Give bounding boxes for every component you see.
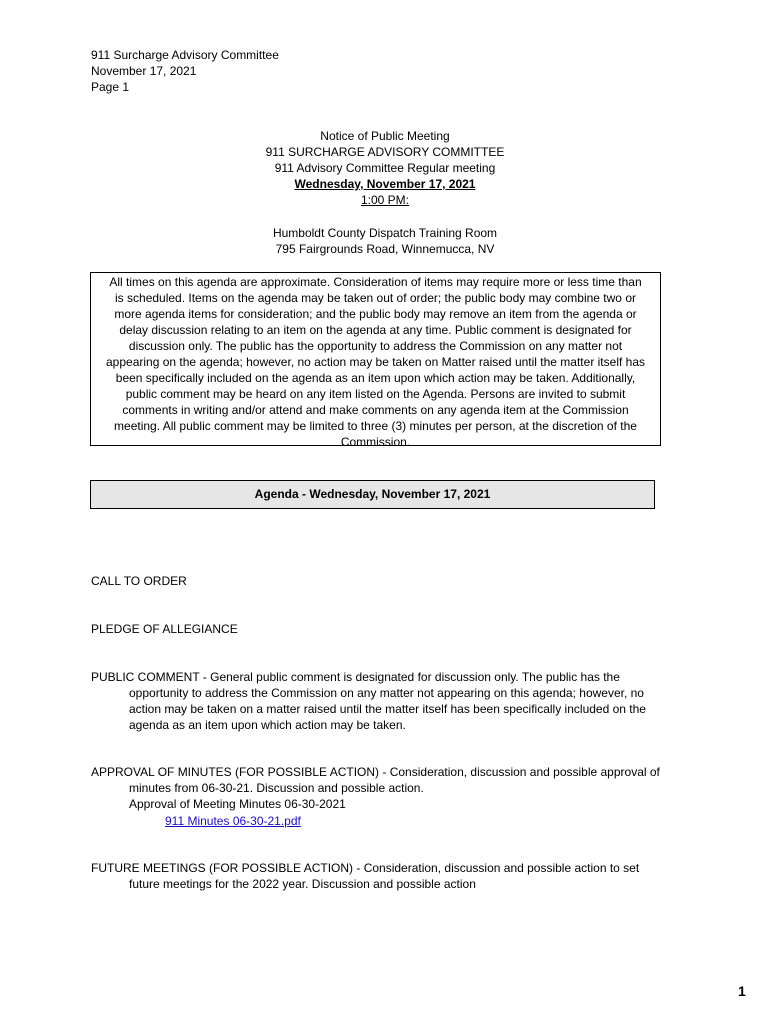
item-text: minutes from 06-30-21. Discussion and possible action.: [129, 781, 424, 795]
notice-block: [0, 128, 770, 208]
disclaimer-line: more agenda items for consideration; and the public body may remove an item from the agenda or: [114, 307, 637, 321]
meeting-type: 911 Advisory Committee Regular meeting: [274, 161, 496, 175]
header-committee: 911 Surcharge Advisory Committee: [91, 48, 279, 62]
disclaimer-line: All times on this agenda are approximate. Consideration of items may require more or less time than: [109, 275, 642, 289]
item-title: APPROVAL OF MINUTES (FOR POSSIBLE ACTION) - Consideration, discussion and possible approval of: [91, 765, 660, 779]
notice-line: Notice of Public Meeting: [320, 129, 450, 143]
agenda-item-public-comment: [91, 669, 681, 733]
page-number: 1: [738, 983, 746, 999]
item-text: opportunity to address the Commission on any matter not appearing on this agenda; however, no: [129, 686, 644, 700]
location-block: [0, 225, 770, 257]
disclaimer-line: discussion only. The public has the opportunity to address the Commission on any matter not: [128, 339, 623, 353]
agenda-title: Agenda - Wednesday, November 17, 2021: [90, 480, 655, 509]
item-title: PLEDGE OF ALLEGIANCE: [91, 622, 238, 636]
item-text: action may be taken on a matter raised until the matter itself has been specifically included on the: [129, 702, 646, 716]
committee-name: 911 SURCHARGE ADVISORY COMMITTEE: [265, 145, 505, 159]
location-address: 795 Fairgrounds Road, Winnemucca, NV: [275, 242, 495, 256]
disclaimer-box: [90, 272, 661, 449]
disclaimer-line: delay discussion relating to an item on the agenda at any time. Public comment is designated for: [119, 323, 632, 337]
disclaimer-line: is scheduled. Items on the agenda may be taken out of order; the public body may combine two or: [115, 291, 636, 305]
disclaimer-line: comments in writing and/or attend and make comments on any agenda item at the Commission: [122, 403, 629, 417]
item-title: FUTURE MEETINGS (FOR POSSIBLE ACTION) - Consideration, discussion and possible action to set: [91, 861, 640, 875]
agenda-item-call-to-order: [91, 573, 681, 589]
header-date: November 17, 2021: [91, 64, 197, 78]
agenda-item-future-meetings: [91, 860, 681, 892]
disclaimer-line: Commission.: [340, 435, 411, 449]
location-room: Humboldt County Dispatch Training Room: [272, 226, 498, 240]
disclaimer-line: been specifically included on the agenda as an item upon which action may be taken. Additionally,: [115, 371, 636, 385]
item-text: agenda as an item upon which action may be taken.: [129, 718, 406, 732]
item-text: future meetings for the 2022 year. Discussion and possible action: [129, 877, 476, 891]
item-title: PUBLIC COMMENT - General public comment is designated for discussion only. The public has the: [91, 670, 620, 684]
disclaimer-line: appearing on the agenda; however, no action may be taken on Matter raised until the matter itself has: [106, 355, 645, 369]
minutes-attachment-link[interactable]: 911 Minutes 06-30-21.pdf: [165, 814, 301, 828]
header-page: Page 1: [91, 80, 130, 94]
meeting-time: 1:00 PM:: [360, 193, 410, 207]
disclaimer-line: meeting. All public comment may be limited to three (3) minutes per person, at the discretion of the: [114, 419, 637, 433]
item-text: Approval of Meeting Minutes 06-30-2021: [129, 797, 346, 811]
meeting-date: Wednesday, November 17, 2021: [294, 177, 476, 191]
disclaimer-line: public comment may be heard on any item listed on the Agenda. Persons are invited to submit: [125, 387, 626, 401]
agenda-item-pledge: [91, 621, 681, 637]
item-title: CALL TO ORDER: [91, 574, 187, 588]
agenda-item-approval-of-minutes: [91, 764, 681, 812]
